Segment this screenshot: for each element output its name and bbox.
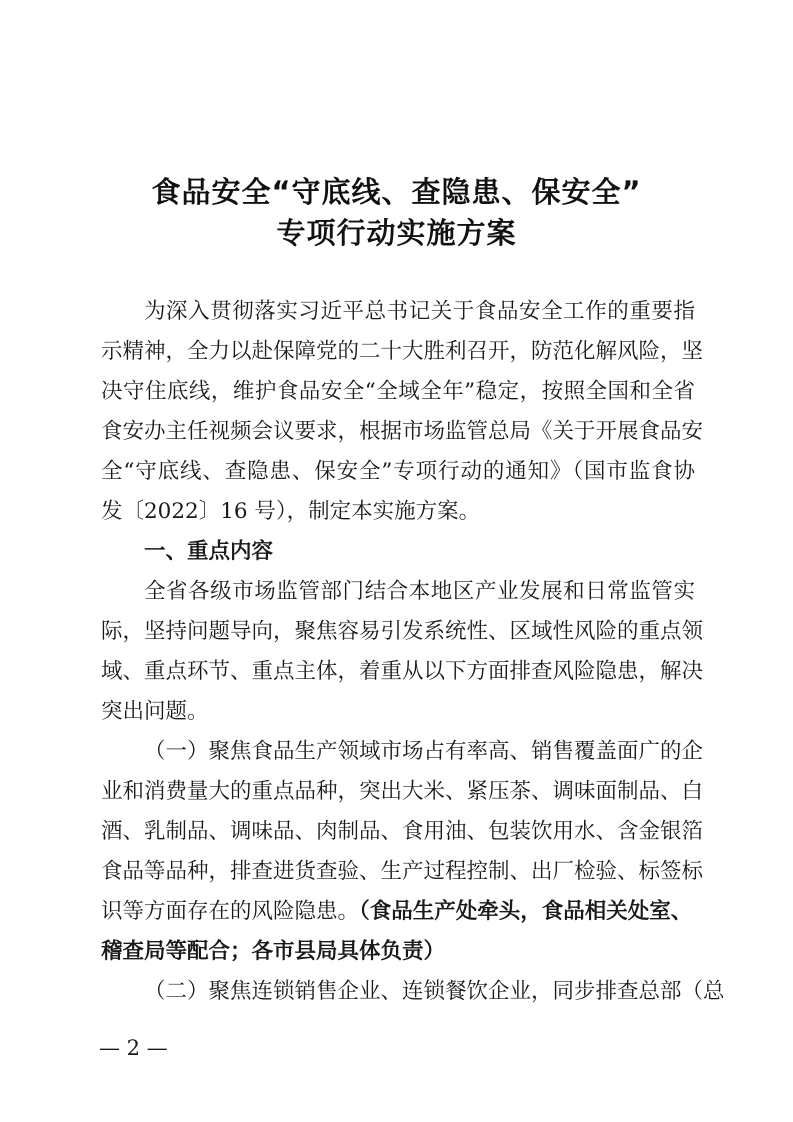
item1-line-3: 酒、乳制品、调味品、肉制品、食用油、包装饮用水、含金银箔 [101, 819, 704, 844]
item2-line-1: （二）聚焦连锁销售企业、连锁餐饮企业，同步排查总部（总 [144, 979, 725, 1004]
item1-line-5-text: 识等方面存在的风险隐患。 [101, 899, 360, 924]
intro-line-5: 全“守底线、查隐患、保安全”专项行动的通知》（国市监食协 [101, 459, 695, 484]
page-number: — 2 — [99, 1036, 168, 1060]
item1-line-4: 食品等品种，排查进货查验、生产过程控制、出厂检验、标签标 [101, 859, 704, 884]
section1-line-4: 突出问题。 [101, 699, 209, 724]
section1-line-3: 域、重点环节、重点主体，着重从以下方面排查风险隐患，解决 [101, 659, 704, 684]
section1-heading: 一、重点内容 [144, 539, 274, 564]
item1-note-a: （食品生产处牵头，食品相关处室、 [359, 899, 693, 924]
intro-line-3: 决守住底线，维护食品安全“全域全年”稳定，按照全国和全省 [101, 379, 695, 404]
section1-line-2: 际，坚持问题导向，聚焦容易引发系统性、区域性风险的重点领 [101, 619, 704, 644]
item1-line-2: 业和消费量大的重点品种，突出大米、紧压茶、调味面制品、白 [101, 779, 704, 804]
intro-line-2: 示精神，全力以赴保障党的二十大胜利召开，防范化解风险，坚 [101, 339, 704, 364]
section1-line-1: 全省各级市场监管部门结合本地区产业发展和日常监管实 [144, 579, 695, 604]
document-title-line1: 食品安全“守底线、查隐患、保安全” [151, 175, 642, 209]
intro-line-4: 食安办主任视频会议要求，根据市场监管总局《关于开展食品安 [101, 419, 704, 444]
intro-line-6: 发〔2022〕16 号），制定本实施方案。 [101, 499, 481, 524]
item1-line-5 [101, 897, 695, 927]
item1-line-1: （一）聚焦食品生产领域市场占有率高、销售覆盖面广的企 [144, 739, 704, 764]
document-title-line2: 专项行动实施方案 [276, 216, 517, 250]
item1-note-b: 稽查局等配合；各市县局具体负责） [101, 939, 446, 964]
intro-line-1: 为深入贯彻落实习近平总书记关于食品安全工作的重要指 [144, 299, 695, 324]
